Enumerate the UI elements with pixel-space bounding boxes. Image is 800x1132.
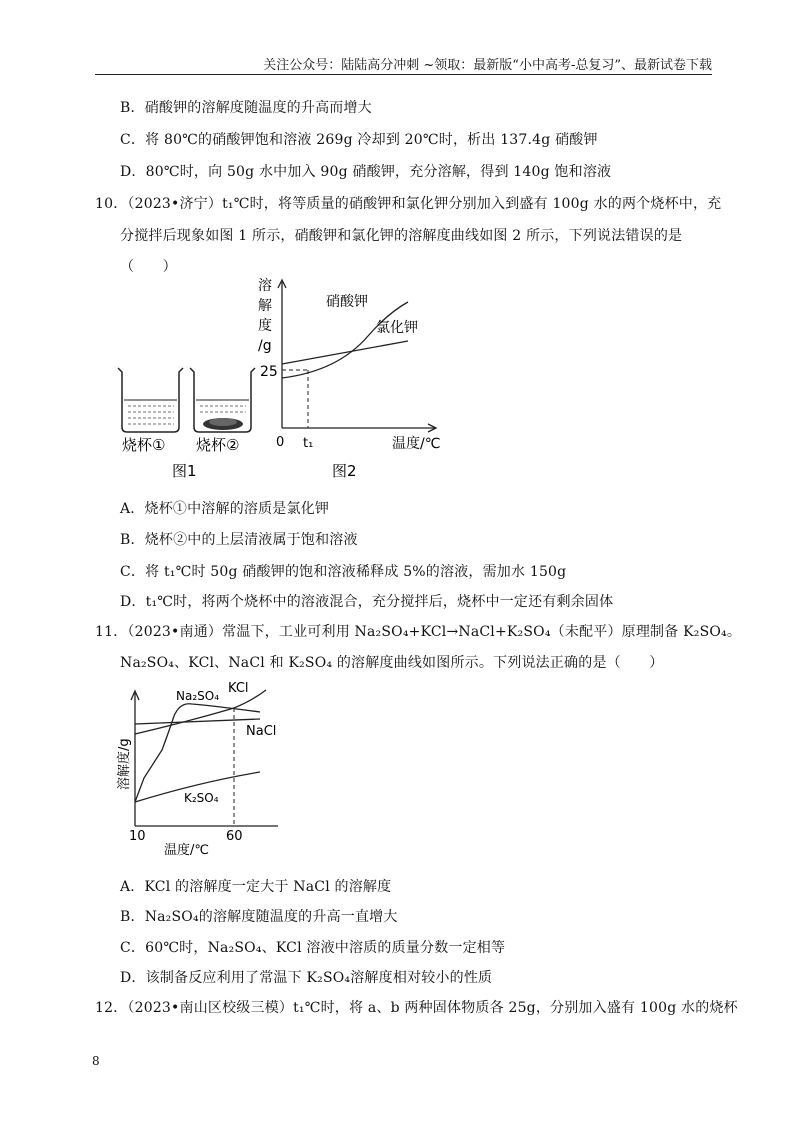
fig2-ylabel-3: 度	[258, 318, 272, 334]
q11-xtick-60: 60	[226, 829, 243, 844]
figure2-solubility-chart	[250, 270, 450, 485]
q10-option-a: A．烧杯①中溶解的溶质是氯化钾	[120, 501, 330, 517]
q10-stem-line1: 10．（2023•济宁）t₁℃时，将等质量的硝酸钾和氯化钾分别加入到盛有 100g 水的两个烧杯中，充	[95, 196, 722, 212]
label-nacl: NaCl	[246, 724, 277, 739]
figure2-caption: 图2	[332, 462, 357, 480]
beaker1-label: 烧杯①	[122, 436, 166, 454]
kno3-curve	[282, 302, 408, 378]
q11-solubility-chart	[110, 678, 290, 856]
fig2-origin: 0	[276, 435, 285, 450]
fig2-xlabel: 温度/℃	[392, 436, 441, 452]
figure1-caption: 图1	[172, 462, 197, 480]
q11-option-d: D．该制备反应利用了常温下 K₂SO₄溶解度相对较小的性质	[120, 970, 493, 986]
fig2-label-kcl: 氯化钾	[376, 320, 418, 336]
fig2-ylabel-4: /g	[258, 338, 272, 354]
page-number: 8	[92, 1054, 100, 1068]
header-divider	[95, 74, 712, 75]
beaker2-label: 烧杯②	[196, 436, 240, 454]
fig2-ylabel-2: 解	[258, 298, 272, 314]
q10-option-c: C．将 t₁℃时 50g 硝酸钾的饱和溶液稀释成 5%的溶液，需加水 150g	[120, 564, 567, 580]
label-kcl: KCl	[228, 681, 249, 696]
q10-option-d: D．t₁℃时，将两个烧杯中的溶液混合，充分搅拌后，烧杯中一定还有剩余固体	[120, 594, 614, 610]
beaker-2	[190, 368, 255, 432]
q11-stem-line2: Na₂SO₄、KCl、NaCl 和 K₂SO₄ 的溶解度曲线如图所示。下列说法正确的是（ ）	[120, 655, 664, 671]
label-na2so4: Na₂SO₄	[176, 689, 220, 703]
q11-xlabel: 温度/℃	[164, 843, 209, 856]
q9-option-d: D．80℃时，向 50g 水中加入 90g 硝酸钾，充分溶解，得到 140g 饱和溶液	[120, 164, 612, 180]
fig2-label-kno3: 硝酸钾	[326, 294, 368, 310]
q11-option-a: A．KCl 的溶解度一定大于 NaCl 的溶解度	[120, 879, 392, 895]
page-header: 关注公众号：陆陆高分冲刺 ~领取：最新版“小中高考-总复习”、最新试卷下载	[263, 58, 712, 73]
fig2-ylabel-1: 溶	[258, 278, 272, 294]
q11-ylabel: 溶解度/g	[117, 738, 132, 790]
q11-xtick-10: 10	[129, 829, 146, 844]
q10-stem-line2: 分搅拌后现象如图 1 所示，硝酸钾和氯化钾的溶解度曲线如图 2 所示，下列说法错误的是	[120, 228, 683, 244]
q11-option-b: B．Na₂SO₄的溶解度随温度的升高一直增大	[120, 909, 398, 925]
q9-option-b: B．硝酸钾的溶解度随温度的升高而增大	[120, 100, 372, 116]
q12-stem-line1: 12．（2023•南山区校级三模）t₁℃时，将 a、b 两种固体物质各 25g，分别加入盛有 100g 水的烧杯	[95, 1000, 738, 1016]
q10-answer-paren: （ ）	[120, 259, 177, 275]
nacl-curve	[135, 719, 260, 724]
q10-option-b: B．烧杯②中的上层清液属于饱和溶液	[120, 532, 358, 548]
beaker-1	[118, 368, 183, 432]
label-k2so4: K₂SO₄	[184, 791, 219, 805]
q11-option-c: C．60℃时，Na₂SO₄、KCl 溶液中溶质的质量分数一定相等	[120, 940, 506, 956]
fig2-xtick-t1: t₁	[303, 436, 314, 451]
figure1-beakers	[110, 360, 270, 485]
q9-option-c: C．将 80℃的硝酸钾饱和溶液 269g 冷却到 20℃时，析出 137.4g 硝酸钾	[120, 132, 598, 148]
q11-stem-line1: 11．（2023•南通）常温下，工业可利用 Na₂SO₄+KCl→NaCl+K₂SO₄（未配平）原理制备 K₂SO₄。	[95, 624, 742, 640]
fig2-ytick-25: 25	[260, 364, 278, 380]
kcl-curve	[282, 341, 408, 364]
